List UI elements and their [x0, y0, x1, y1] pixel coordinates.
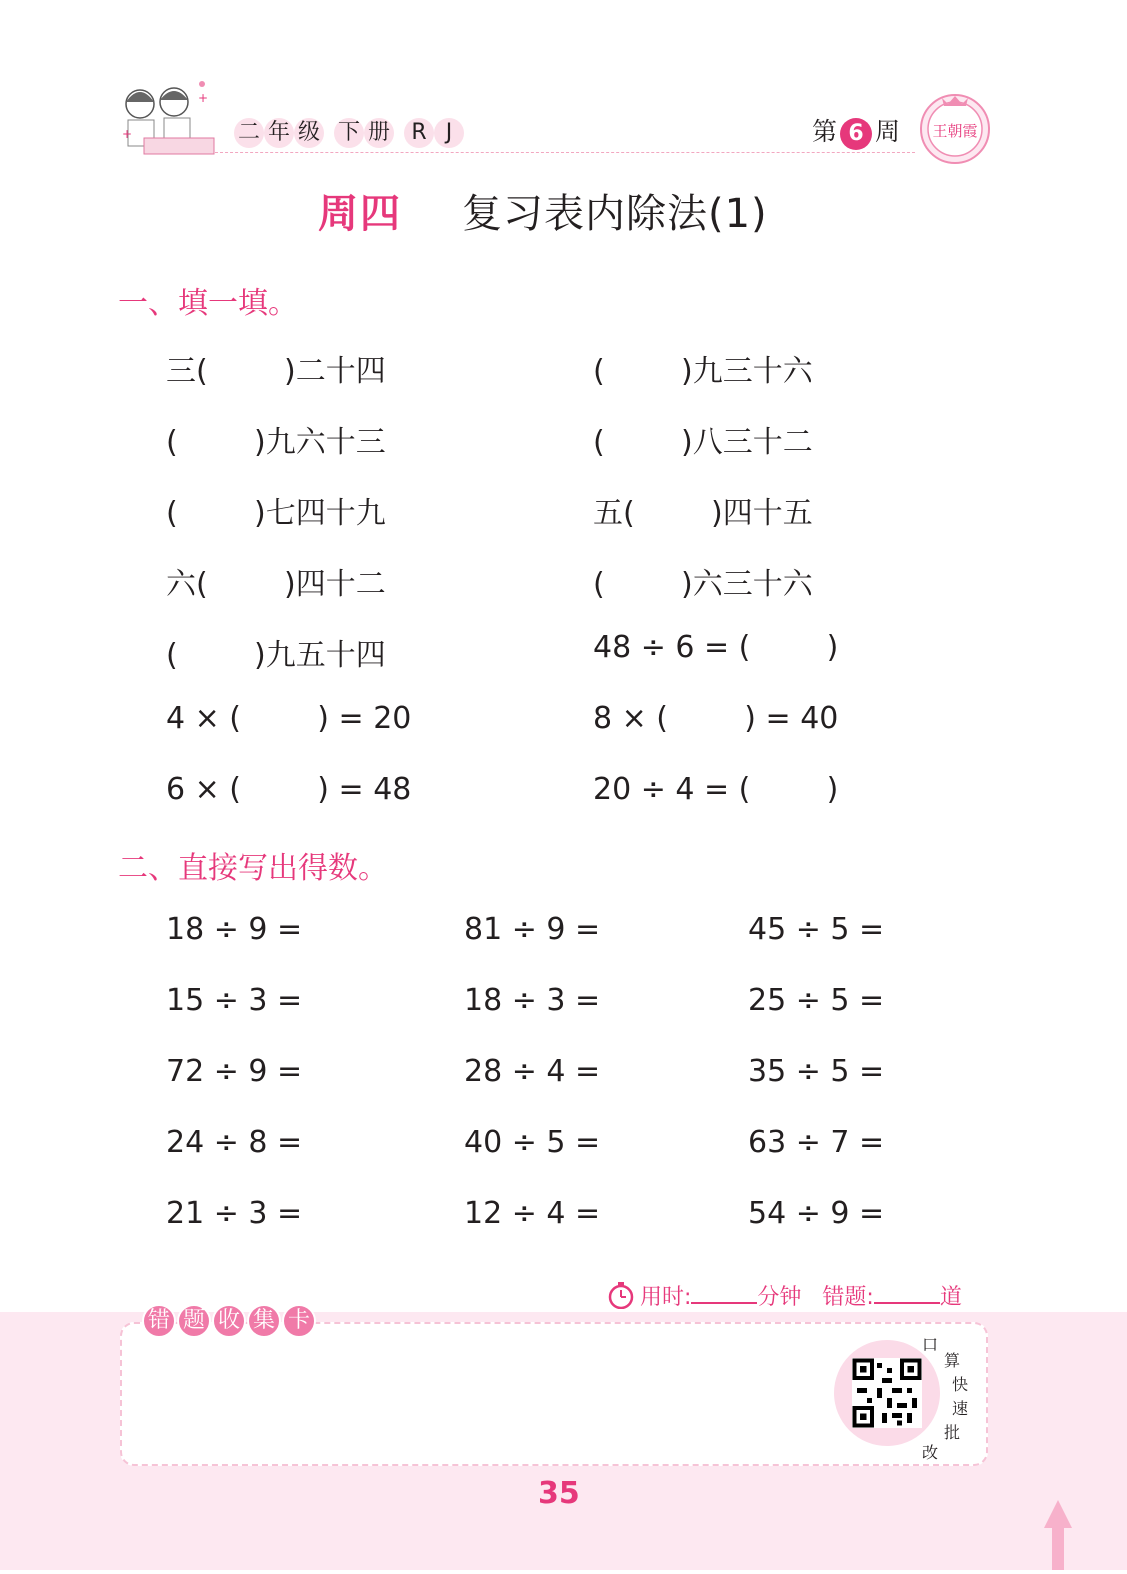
card-label-char: 收	[212, 1304, 246, 1338]
errors-unit: 道	[939, 1285, 962, 1310]
side-label-char: 改	[922, 1443, 939, 1462]
header-divider	[215, 152, 915, 153]
time-unit: 分钟	[757, 1285, 802, 1310]
week-suffix: 周	[875, 117, 901, 146]
stopwatch-icon	[608, 1281, 634, 1315]
division-item[interactable]: 12 ÷ 4 =	[464, 1196, 601, 1231]
division-item[interactable]: 21 ÷ 3 =	[166, 1196, 303, 1231]
fill-item[interactable]: ( )九六十三	[166, 425, 386, 460]
grade-char: 年	[264, 116, 294, 150]
division-item[interactable]: 40 ÷ 5 =	[464, 1125, 601, 1160]
children-illustration	[118, 72, 218, 160]
side-label-char: 口	[922, 1335, 939, 1354]
time-blank[interactable]	[691, 1284, 757, 1304]
page-number: 35	[538, 1476, 580, 1511]
week-indicator	[812, 112, 900, 152]
card-label-char: 卡	[282, 1304, 316, 1338]
author-seal	[918, 92, 992, 166]
division-item[interactable]: 54 ÷ 9 =	[748, 1196, 885, 1231]
book-char: 下	[334, 116, 364, 150]
lesson-title: 复习表内除法(1)	[462, 191, 768, 237]
fill-item[interactable]: 6 × ( ) = 48	[166, 772, 412, 807]
division-item[interactable]: 45 ÷ 5 =	[748, 912, 885, 947]
errors-blank[interactable]	[874, 1284, 940, 1304]
grade-char: 二	[234, 116, 264, 150]
division-item[interactable]: 63 ÷ 7 =	[748, 1125, 885, 1160]
side-label-char: 速	[952, 1399, 969, 1418]
fill-item[interactable]: ( )七四十九	[166, 496, 386, 531]
division-item[interactable]: 18 ÷ 9 =	[166, 912, 303, 947]
fill-item[interactable]: ( )九三十六	[593, 354, 813, 389]
division-item[interactable]: 15 ÷ 3 =	[166, 983, 303, 1018]
section2-title: 二、直接写出得数。	[118, 851, 388, 886]
fill-item[interactable]: 8 × ( ) = 40	[593, 701, 839, 736]
card-label-char: 题	[177, 1304, 211, 1338]
fill-item[interactable]: 48 ÷ 6 = ( )	[593, 630, 839, 665]
division-item[interactable]: 25 ÷ 5 =	[748, 983, 885, 1018]
side-label-char: 批	[944, 1423, 961, 1442]
division-item[interactable]: 35 ÷ 5 =	[748, 1054, 885, 1089]
fill-item[interactable]: 4 × ( ) = 20	[166, 701, 412, 736]
book-char: 册	[364, 116, 394, 150]
week-prefix: 第	[812, 117, 838, 146]
timing-record	[608, 1280, 962, 1315]
fill-item[interactable]: 五( )四十五	[593, 496, 813, 531]
svg-text:王朝霞: 王朝霞	[932, 122, 978, 140]
fill-item[interactable]: ( )八三十二	[593, 425, 813, 460]
card-label-char: 集	[247, 1304, 281, 1338]
card-label-char: 错	[142, 1304, 176, 1338]
edition-char: J	[434, 116, 464, 150]
fill-item[interactable]: ( )六三十六	[593, 567, 813, 602]
division-item[interactable]: 72 ÷ 9 =	[166, 1054, 303, 1089]
fill-item[interactable]: 三( )二十四	[166, 354, 386, 389]
svg-text:+: +	[122, 127, 133, 141]
grade-char: 级	[294, 116, 324, 150]
section1-title: 一、填一填。	[118, 286, 298, 321]
svg-text:+: +	[198, 91, 209, 105]
division-item[interactable]: 28 ÷ 4 =	[464, 1054, 601, 1089]
time-label: 用时:	[640, 1285, 692, 1310]
mistake-card-label	[142, 1304, 317, 1340]
side-label-char: 算	[944, 1351, 961, 1370]
errors-label: 错题:	[822, 1285, 874, 1310]
up-arrow-icon	[1040, 1498, 1076, 1570]
division-item[interactable]: 18 ÷ 3 =	[464, 983, 601, 1018]
side-label-char: 快	[952, 1375, 969, 1394]
division-item[interactable]: 81 ÷ 9 =	[464, 912, 601, 947]
fill-item[interactable]: ( )九五十四	[166, 638, 386, 673]
fill-item[interactable]: 六( )四十二	[166, 567, 386, 602]
day-title: 周四	[318, 191, 402, 237]
fill-item[interactable]: 20 ÷ 4 = ( )	[593, 772, 839, 807]
edition-char: R	[404, 116, 434, 150]
division-item[interactable]: 24 ÷ 8 =	[166, 1125, 303, 1160]
qr-code-icon[interactable]	[852, 1358, 922, 1428]
week-number: 6	[840, 118, 872, 150]
